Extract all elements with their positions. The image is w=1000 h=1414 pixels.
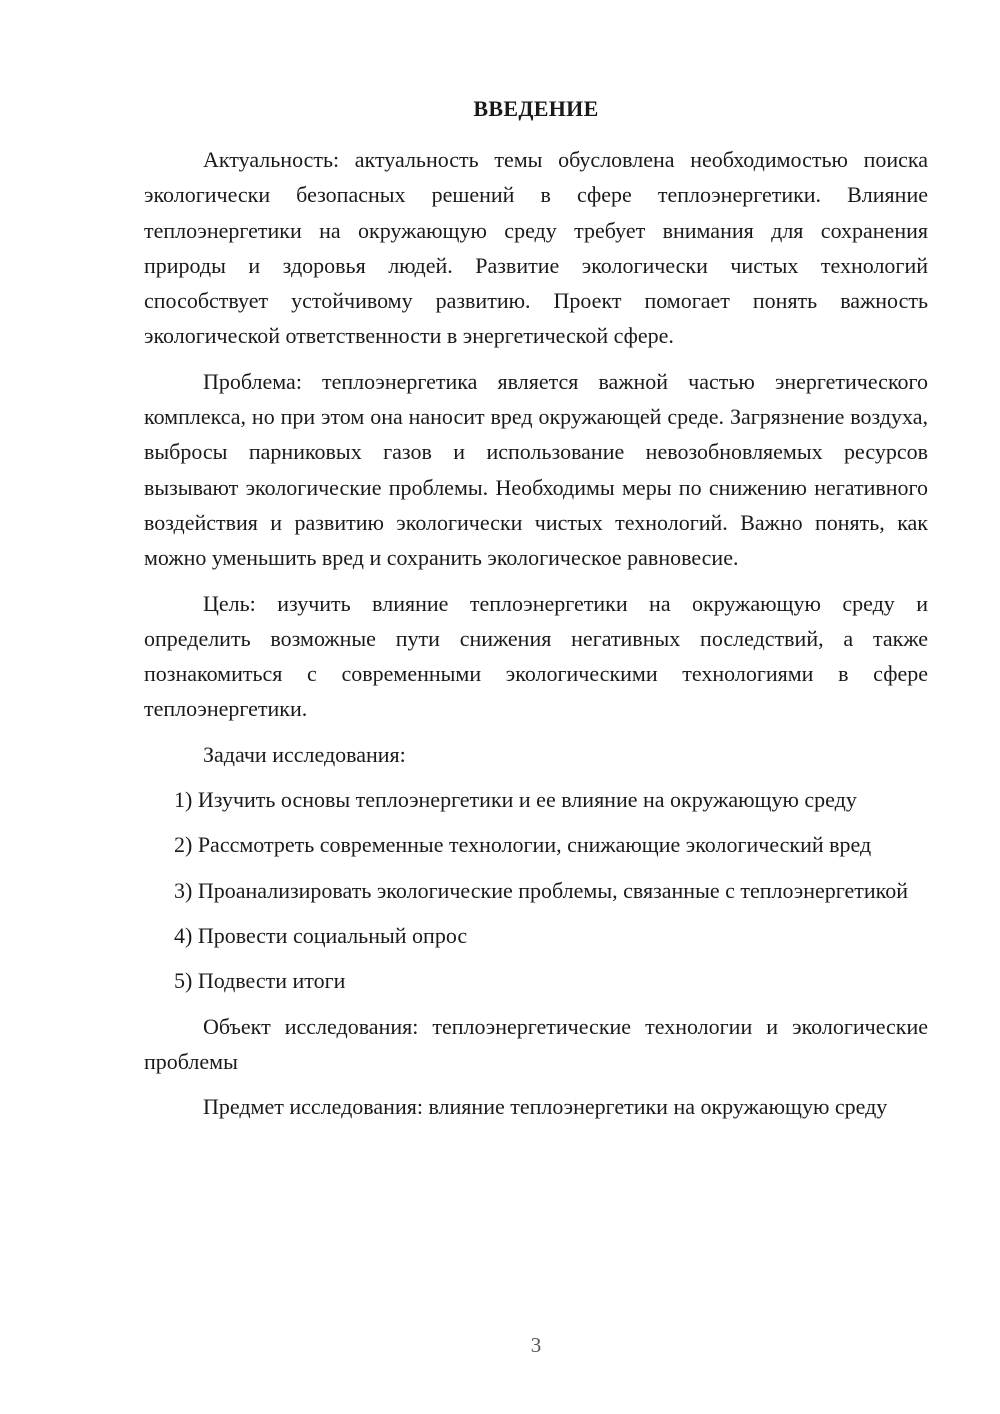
tasks-heading: Задачи исследования: bbox=[203, 741, 406, 767]
relevance-paragraph: Актуальность: актуальность темы обусловлена необходимостью поиска экологически безопасных решений в сфере теплоэнергетики. Влияние теплоэнергетики на окружающую среду требует внимания для сохранения природы и здоровья людей. Развитие экологически чистых технологий способствует устойчивому развитию. Проект помогает понять важность экологической ответственности в энергетической сфере. bbox=[144, 147, 928, 349]
task-item-2: 2) Рассмотреть современные технологии, снижающие экологический вред bbox=[174, 832, 872, 858]
task-item-1: 1) Изучить основы теплоэнергетики и ее влияние на окружающую среду bbox=[174, 787, 857, 813]
task-item-5: 5) Подвести итоги bbox=[174, 968, 346, 994]
page-number: 3 bbox=[530, 1333, 542, 1357]
goal-paragraph: Цель: изучить влияние теплоэнергетики на окружающую среду и определить возможные пути снижения негативных последствий, а также познакомиться с современными экологическими технологиями в сфере теплоэнергетики. bbox=[144, 590, 928, 722]
object-paragraph: Объект исследования: теплоэнергетические технологии и экологические проблемы bbox=[144, 1013, 928, 1074]
page-content bbox=[144, 142, 928, 1134]
problem-paragraph: Проблема: теплоэнергетика является важной частью энергетического комплекса, но при этом она наносит вред окружающей среде. Загрязнение воздуха, выбросы парниковых газов и использование невозобновляемых ресурсов вызывают экологические проблемы. Необходимы меры по снижению негативного воздействия и развитию экологически чистых технологий. Важно понять, как можно уменьшить вред и сохранить экологическое равновесие. bbox=[144, 368, 928, 571]
subject-paragraph: Предмет исследования: влияние теплоэнергетики на окружающую среду bbox=[203, 1094, 888, 1120]
task-item-3: 3) Проанализировать экологические проблемы, связанные с теплоэнергетикой bbox=[174, 877, 909, 903]
page-heading: ВВЕДЕНИЕ bbox=[473, 96, 599, 121]
task-item-4: 4) Провести социальный опрос bbox=[174, 922, 468, 948]
